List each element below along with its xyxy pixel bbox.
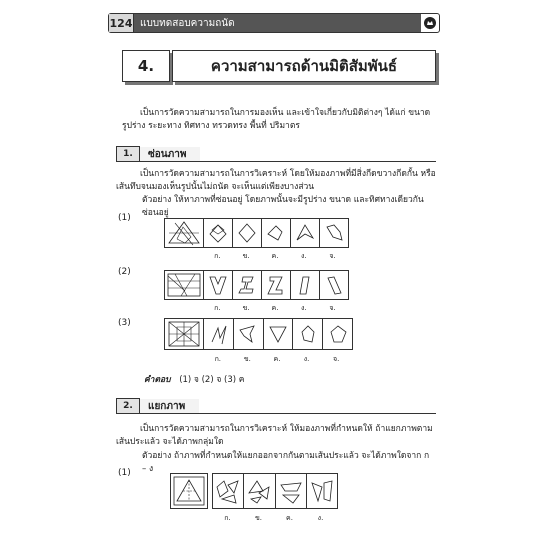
option-d-figure: [290, 271, 319, 299]
option-label: ก.: [214, 252, 221, 260]
option-b-figure: [243, 474, 274, 508]
page-number: 124: [109, 14, 134, 32]
section-2-number: 2.: [116, 398, 140, 414]
option-label: ก.: [214, 304, 221, 312]
option-label: ข.: [242, 304, 250, 312]
section-2-title: แยกภาพ: [140, 399, 199, 414]
option-c-figure: [261, 219, 290, 247]
section-1-rule: [116, 161, 436, 162]
option-label: จ.: [329, 304, 336, 312]
option-label: ข.: [242, 252, 250, 260]
section-1-example: ตัวอย่าง ให้หาภาพที่ซ่อนอยู่ โดยภาพนั้นจะมีรูปร่าง ขนาด และทิศทางเดียวกันซ่อนอยู่: [142, 195, 424, 218]
question-2-options: [203, 270, 349, 300]
split-question-1-options: [212, 473, 338, 509]
publisher-logo-icon: [421, 14, 439, 32]
split-question-1-figure: [170, 473, 208, 509]
option-a-figure: [204, 319, 233, 349]
section-1-title: ซ่อนภาพ: [140, 147, 200, 162]
option-d-figure: [306, 474, 337, 508]
option-label: จ.: [333, 355, 340, 363]
answer-line: [144, 372, 244, 386]
section-2-rule: [116, 413, 436, 414]
question-1-figure: [164, 218, 204, 248]
chapter-number: 4.: [122, 50, 170, 82]
question-1-label: (1): [118, 213, 131, 223]
question-1-options: [203, 218, 349, 248]
question-3-figure: [164, 318, 204, 350]
split-question-1-option-labels: [212, 513, 336, 524]
option-b-figure: [232, 219, 261, 247]
intro-paragraph: เป็นการวัดความสามารถในการมองเห็น และเข้าใจเกี่ยวกับมิติต่างๆ ได้แก่ ขนาด รูปร่าง ระยะทาง ทิศทาง ทรวดทรง พื้นที่ ปริมาตร: [122, 108, 431, 131]
section-1-heading: [116, 146, 200, 162]
option-e-figure: [319, 271, 348, 299]
option-label: ง.: [317, 514, 324, 522]
question-1-option-labels: [203, 251, 347, 262]
option-a-figure: [213, 474, 243, 508]
section-2-heading: [116, 398, 199, 414]
option-label: ค.: [273, 355, 281, 363]
option-e-figure: [322, 319, 352, 349]
option-b-figure: [232, 271, 261, 299]
question-3-options: [203, 318, 353, 350]
option-c-figure: [263, 319, 293, 349]
option-a-figure: [204, 219, 232, 247]
option-label: ข.: [243, 355, 251, 363]
option-c-figure: [261, 271, 290, 299]
question-2-label: (2): [118, 267, 131, 277]
option-label: ง.: [300, 304, 307, 312]
chapter-title: ความสามารถด้านมิติสัมพันธ์: [172, 50, 436, 82]
option-label: ง.: [303, 355, 310, 363]
option-label: จ.: [329, 252, 336, 260]
section-2-example: ตัวอย่าง ถ้าภาพที่กำหนดให้แยกออกจากกันตามเส้นประแล้ว จะได้ภาพใดจาก ก – ง: [142, 451, 430, 474]
book-title: แบบทดสอบความถนัด: [134, 14, 421, 32]
section-2-description: เป็นการวัดความสามารถในการวิเคราะห์ ให้มองภาพที่กำหนดให้ ถ้าแยกภาพตามเส้นประแล้ว จะได้ภาพกลุ่มใด: [116, 424, 433, 447]
option-label: ค.: [271, 252, 279, 260]
option-label: ก.: [224, 514, 231, 522]
section-1-description: เป็นการวัดความสามารถในการวิเคราะห์ โดยให้มองภาพที่มีสิ่งกีดขวางกีดกั้น หรือเส้นทึบจนมองเห็นรูปนั้นไม่ถนัด จะเห็นแต่เพียงบางส่วน: [116, 169, 436, 192]
answer-text: (1) จ (2) จ (3) ค: [179, 375, 245, 385]
option-d-figure: [292, 319, 322, 349]
option-label: ก.: [214, 355, 222, 363]
question-2-option-labels: [203, 303, 347, 314]
option-d-figure: [290, 219, 319, 247]
option-c-figure: [275, 474, 306, 508]
option-a-figure: [204, 271, 232, 299]
question-3-option-labels: [203, 354, 351, 365]
option-label: ง.: [300, 252, 307, 260]
option-label: ค.: [286, 514, 293, 522]
option-b-figure: [233, 319, 263, 349]
section-1-number: 1.: [116, 146, 140, 162]
option-label: ข.: [254, 514, 262, 522]
page-header: [108, 13, 440, 33]
split-question-1-label: (1): [118, 468, 131, 478]
question-2-figure: [164, 270, 204, 300]
option-e-figure: [319, 219, 348, 247]
option-label: ค.: [271, 304, 279, 312]
answer-label: คำตอบ: [144, 375, 171, 385]
question-3-label: (3): [118, 318, 131, 328]
